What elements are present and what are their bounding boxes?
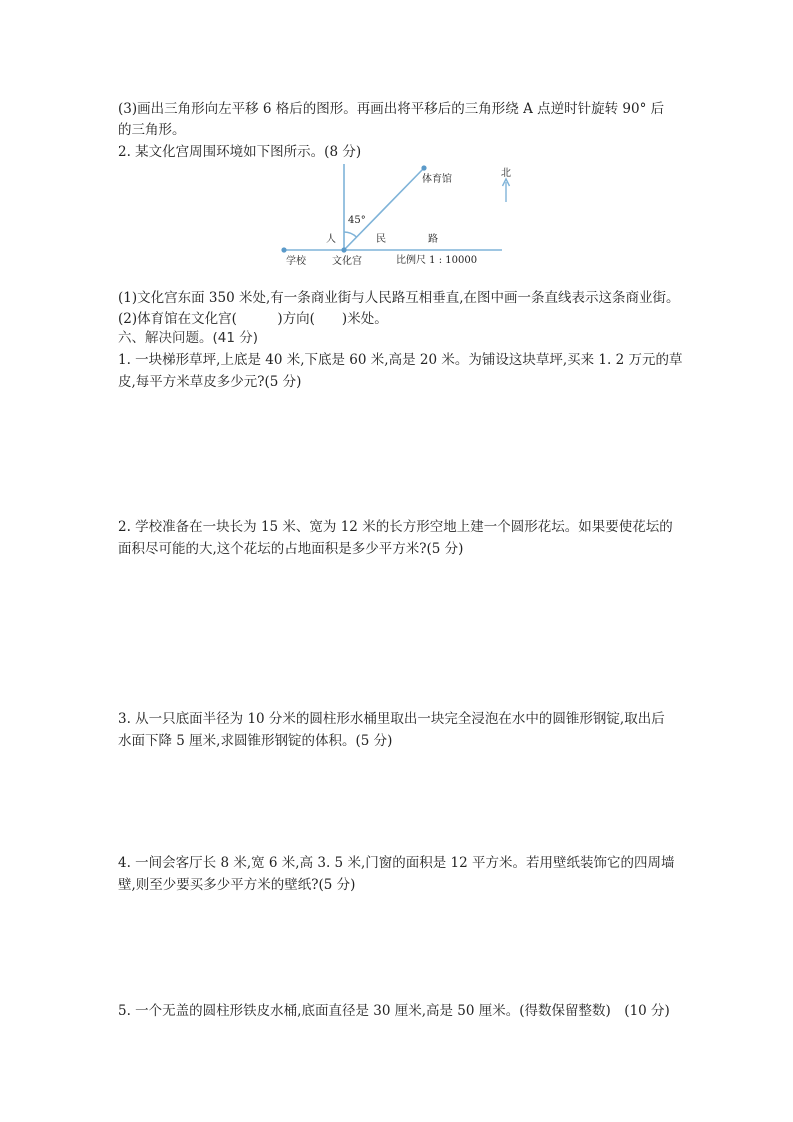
gym-label: 体育馆 (422, 174, 452, 185)
q3-part3-line1: (3)画出三角形向左平移 6 格后的图形。再画出将平移后的三角形绕 A 点逆时针旋转 90° 后 (118, 101, 665, 117)
problem-1-line2: 皮,每平方米草皮多少元?(5 分) (118, 374, 302, 390)
scale-label: 比例尺 1 : 10000 (396, 255, 478, 266)
problem-3-line1: 3. 从一只底面半径为 10 分米的圆柱形水桶里取出一块完全浸泡在水中的圆锥形钢锭,取出后 (118, 711, 665, 727)
angle-arc (344, 232, 357, 237)
gym-dot (421, 165, 426, 170)
road-char-1: 人 (326, 234, 336, 245)
problem-1-line1: 1. 一块梯形草坪,上底是 40 米,下底是 60 米,高是 20 米。为铺设这块草坪,买来 1. 2 万元的草 (118, 352, 683, 368)
problem-3-line2: 水面下降 5 厘米,求圆锥形钢锭的体积。(5 分) (118, 733, 393, 749)
q3-part3-line2: 的三角形。 (118, 122, 186, 138)
north-label: 北 (501, 168, 511, 179)
road-char-3: 路 (428, 234, 438, 245)
school-dot (281, 247, 286, 252)
culture-palace-map (276, 160, 516, 272)
palace-dot (341, 247, 346, 252)
question-2-title: 2. 某文化宫周围环境如下图所示。(8 分) (118, 144, 362, 160)
problem-4-line1: 4. 一间会客厅长 8 米,宽 6 米,高 3. 5 米,门窗的面积是 12 平方米。若用壁纸装饰它的四周墙 (118, 855, 675, 871)
road-char-2: 民 (376, 234, 386, 245)
palace-label: 文化宫 (332, 256, 362, 267)
angle-label: 45° (348, 215, 366, 226)
q2-part1: (1)文化宫东面 350 米处,有一条商业街与人民路互相垂直,在图中画一条直线表示这条商业街。 (118, 290, 680, 306)
section-6-title: 六、解决问题。(41 分) (118, 330, 259, 346)
problem-4-line2: 壁,则至少要买多少平方米的壁纸?(5 分) (118, 877, 356, 893)
q2-part2: (2)体育馆在文化宫( )方向( )米处。 (118, 311, 388, 327)
problem-2-line1: 2. 学校准备在一块长为 15 米、宽为 12 米的长方形空地上建一个圆形花坛。如果要使花坛的 (118, 519, 673, 535)
problem-2-line2: 面积尽可能的大,这个花坛的占地面积是多少平方米?(5 分) (118, 541, 464, 557)
problem-5-line1: 5. 一个无盖的圆柱形铁皮水桶,底面直径是 30 厘米,高是 50 厘米。(得数保留整数) (10 分) (118, 1003, 670, 1019)
school-label: 学校 (286, 256, 306, 267)
